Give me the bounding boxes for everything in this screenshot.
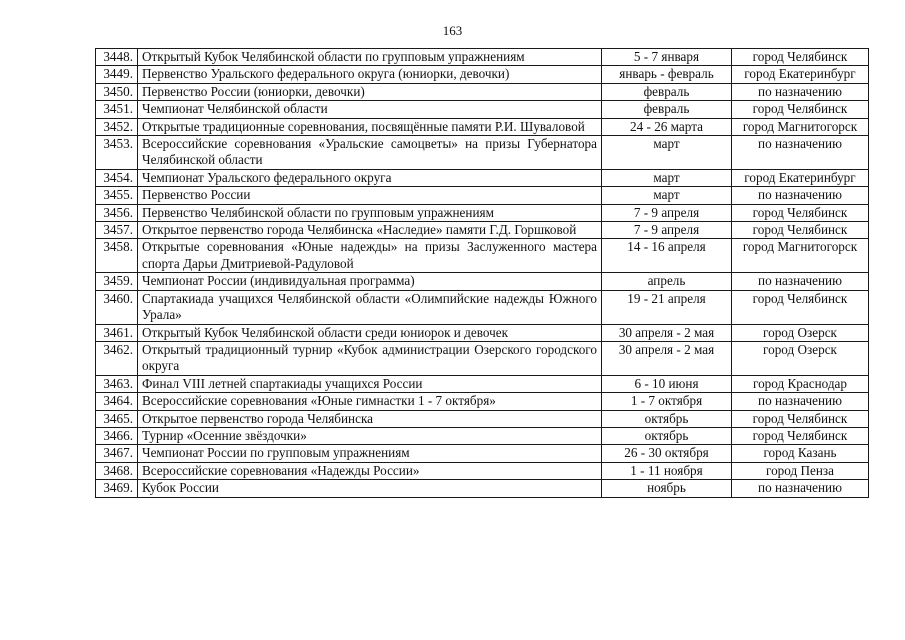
event-name: Первенство Уральского федерального округа (юниорки, девочки) — [138, 66, 602, 83]
table-row — [96, 462, 869, 479]
event-name: Открытый Кубок Челябинской области по групповым упражнениям — [138, 49, 602, 66]
table-row — [96, 341, 869, 375]
row-number: 3462. — [96, 341, 138, 375]
event-date: октябрь — [602, 427, 732, 444]
row-number: 3453. — [96, 136, 138, 170]
table-row — [96, 393, 869, 410]
event-date: 1 - 11 ноября — [602, 462, 732, 479]
row-number: 3463. — [96, 375, 138, 392]
table-row — [96, 324, 869, 341]
event-place: по назначению — [732, 187, 869, 204]
table-row — [96, 136, 869, 170]
event-place: город Казань — [732, 445, 869, 462]
event-name: Финал VIII летней спартакиады учащихся России — [138, 375, 602, 392]
table-row — [96, 169, 869, 186]
row-number: 3449. — [96, 66, 138, 83]
event-name: Спартакиада учащихся Челябинской области «Олимпийские надежды Южного Урала» — [138, 290, 602, 324]
row-number: 3448. — [96, 49, 138, 66]
event-name: Чемпионат России по групповым упражнениям — [138, 445, 602, 462]
row-number: 3465. — [96, 410, 138, 427]
row-number: 3466. — [96, 427, 138, 444]
event-date: февраль — [602, 83, 732, 100]
event-name: Чемпионат Уральского федерального округа — [138, 169, 602, 186]
table-row — [96, 290, 869, 324]
row-number: 3458. — [96, 239, 138, 273]
event-place: город Челябинск — [732, 427, 869, 444]
event-name: Всероссийские соревнования «Юные гимнастки 1 - 7 октября» — [138, 393, 602, 410]
event-name: Первенство России — [138, 187, 602, 204]
event-place: город Челябинск — [732, 101, 869, 118]
event-place: город Челябинск — [732, 410, 869, 427]
event-name: Первенство Челябинской области по групповым упражнениям — [138, 204, 602, 221]
table-row — [96, 101, 869, 118]
table-row — [96, 118, 869, 135]
event-name: Всероссийские соревнования «Надежды России» — [138, 462, 602, 479]
event-date: 7 - 9 апреля — [602, 204, 732, 221]
event-place: город Челябинск — [732, 204, 869, 221]
table-row — [96, 187, 869, 204]
event-date: февраль — [602, 101, 732, 118]
event-place: город Екатеринбург — [732, 169, 869, 186]
row-number: 3455. — [96, 187, 138, 204]
event-name: Чемпионат России (индивидуальная программа) — [138, 273, 602, 290]
table-row — [96, 375, 869, 392]
event-date: 30 апреля - 2 мая — [602, 324, 732, 341]
table-row — [96, 66, 869, 83]
table-row — [96, 83, 869, 100]
event-name: Открытое первенство города Челябинска — [138, 410, 602, 427]
event-place: город Озерск — [732, 324, 869, 341]
event-name: Открытые соревнования «Юные надежды» на призы Заслуженного мастера спорта Дарьи Дмитриевой-Радуловой — [138, 239, 602, 273]
event-date: 7 - 9 апреля — [602, 222, 732, 239]
event-place: город Челябинск — [732, 222, 869, 239]
event-name: Кубок России — [138, 480, 602, 497]
event-place: по назначению — [732, 480, 869, 497]
events-table — [95, 48, 869, 498]
event-date: 6 - 10 июня — [602, 375, 732, 392]
event-date: 30 апреля - 2 мая — [602, 341, 732, 375]
row-number: 3457. — [96, 222, 138, 239]
event-place: город Краснодар — [732, 375, 869, 392]
event-name: Открытые традиционные соревнования, посвящённые памяти Р.И. Шуваловой — [138, 118, 602, 135]
event-place: город Магнитогорск — [732, 239, 869, 273]
page-number: 163 — [442, 23, 463, 38]
event-place: город Челябинск — [732, 290, 869, 324]
event-place: город Магнитогорск — [732, 118, 869, 135]
row-number: 3467. — [96, 445, 138, 462]
event-name: Чемпионат Челябинской области — [138, 101, 602, 118]
table-row — [96, 222, 869, 239]
event-place: город Пенза — [732, 462, 869, 479]
event-place: город Озерск — [732, 341, 869, 375]
event-date: ноябрь — [602, 480, 732, 497]
event-date: март — [602, 187, 732, 204]
event-date: 14 - 16 апреля — [602, 239, 732, 273]
row-number: 3454. — [96, 169, 138, 186]
row-number: 3469. — [96, 480, 138, 497]
event-date: 26 - 30 октября — [602, 445, 732, 462]
events-table-body — [96, 49, 869, 498]
event-name: Открытый Кубок Челябинской области среди юниорок и девочек — [138, 324, 602, 341]
event-date: 24 - 26 марта — [602, 118, 732, 135]
event-place: по назначению — [732, 136, 869, 170]
table-row — [96, 480, 869, 497]
event-place: по назначению — [732, 83, 869, 100]
event-date: 5 - 7 января — [602, 49, 732, 66]
table-row — [96, 204, 869, 221]
event-date: январь - февраль — [602, 66, 732, 83]
event-place: по назначению — [732, 393, 869, 410]
event-name: Турнир «Осенние звёздочки» — [138, 427, 602, 444]
event-date: март — [602, 136, 732, 170]
event-place: по назначению — [732, 273, 869, 290]
event-name: Первенство России (юниорки, девочки) — [138, 83, 602, 100]
event-date: март — [602, 169, 732, 186]
row-number: 3459. — [96, 273, 138, 290]
table-row — [96, 427, 869, 444]
row-number: 3464. — [96, 393, 138, 410]
table-row — [96, 273, 869, 290]
row-number: 3451. — [96, 101, 138, 118]
event-name: Открытый традиционный турнир «Кубок администрации Озерского городского округа — [138, 341, 602, 375]
row-number: 3452. — [96, 118, 138, 135]
event-date: 19 - 21 апреля — [602, 290, 732, 324]
event-name: Открытое первенство города Челябинска «Наследие» памяти Г.Д. Горшковой — [138, 222, 602, 239]
event-name: Всероссийские соревнования «Уральские самоцветы» на призы Губернатора Челябинской области — [138, 136, 602, 170]
row-number: 3460. — [96, 290, 138, 324]
row-number: 3468. — [96, 462, 138, 479]
event-date: 1 - 7 октября — [602, 393, 732, 410]
table-row — [96, 410, 869, 427]
event-place: город Челябинск — [732, 49, 869, 66]
event-date: апрель — [602, 273, 732, 290]
event-date: октябрь — [602, 410, 732, 427]
row-number: 3456. — [96, 204, 138, 221]
table-row — [96, 445, 869, 462]
table-row — [96, 49, 869, 66]
row-number: 3461. — [96, 324, 138, 341]
row-number: 3450. — [96, 83, 138, 100]
table-row — [96, 239, 869, 273]
event-place: город Екатеринбург — [732, 66, 869, 83]
